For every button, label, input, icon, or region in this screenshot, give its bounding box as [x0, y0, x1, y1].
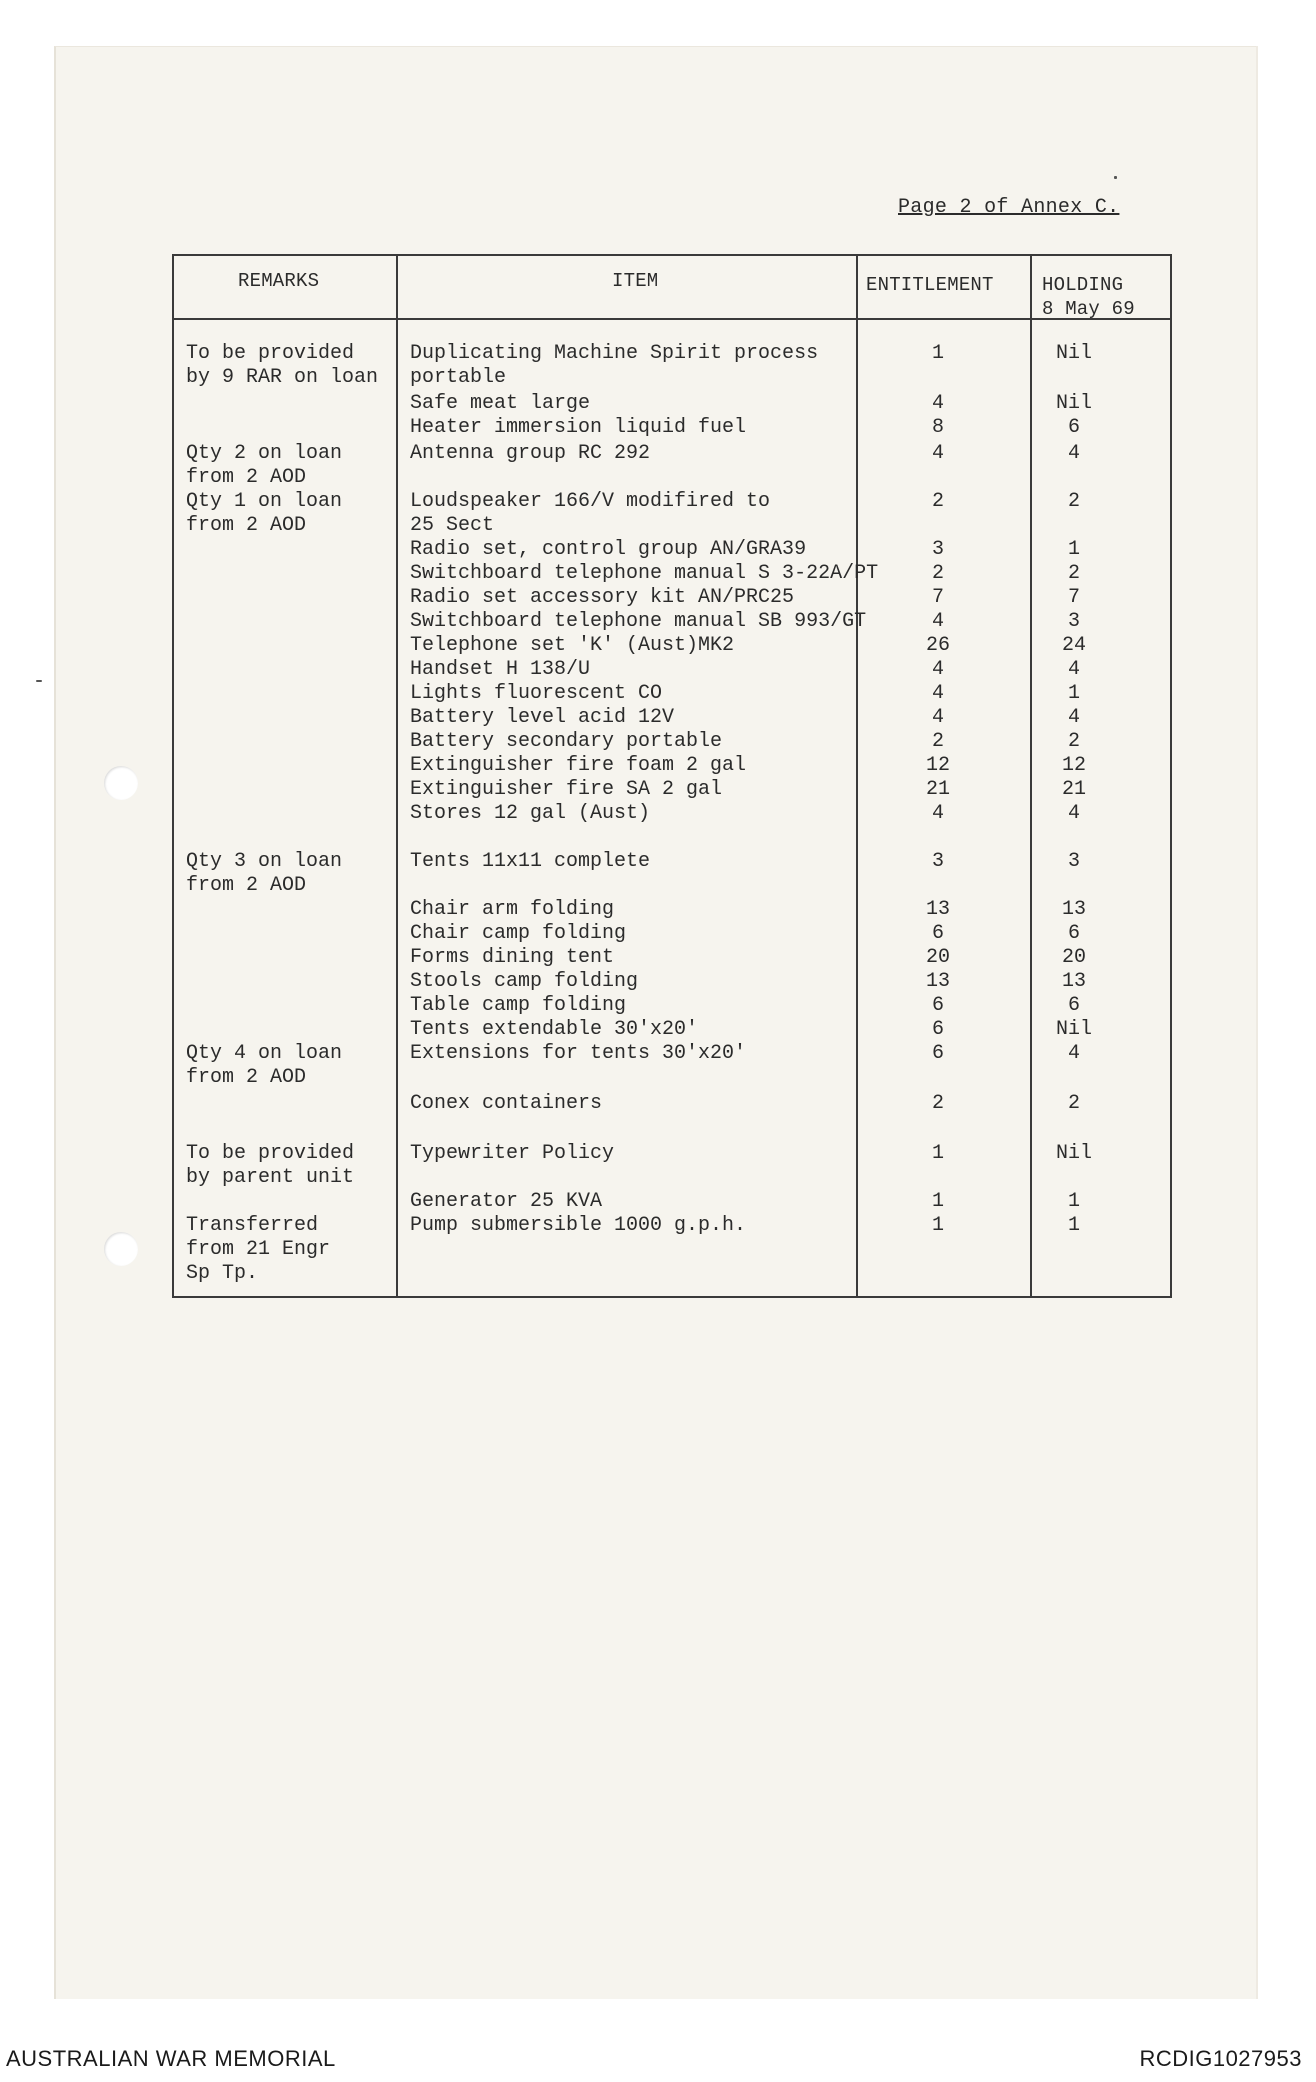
row-entitlement: 3	[931, 538, 944, 561]
punch-hole-top	[104, 766, 138, 800]
row-item: Switchboard telephone manual S 3-22A/PT	[410, 562, 879, 585]
row-holding: 6	[1067, 922, 1080, 945]
header-remarks: REMARKS	[238, 270, 320, 292]
row-holding: 13	[1061, 970, 1086, 993]
row-holding: 2	[1067, 490, 1080, 513]
column-divider	[396, 256, 398, 1296]
row-holding: 13	[1061, 898, 1086, 921]
row-holding: 7	[1067, 586, 1080, 609]
row-item: Typewriter Policy	[410, 1142, 615, 1165]
row-entitlement: 4	[931, 682, 944, 705]
row-holding: 4	[1067, 802, 1080, 825]
row-entitlement: 12	[925, 754, 950, 777]
row-entitlement: 1	[931, 342, 944, 365]
row-entitlement: 1	[931, 1190, 944, 1213]
row-item: Lights fluorescent CO	[410, 682, 663, 705]
row-item: Heater immersion liquid fuel	[410, 416, 747, 439]
row-entitlement: 3	[931, 850, 944, 873]
punch-hole-bottom	[104, 1232, 138, 1266]
row-entitlement: 2	[931, 490, 944, 513]
row-entitlement: 4	[931, 442, 944, 465]
row-holding: 21	[1061, 778, 1086, 801]
column-divider	[1030, 256, 1032, 1296]
row-item: Conex containers	[410, 1092, 603, 1115]
row-item: Battery level acid 12V	[410, 706, 675, 729]
row-entitlement: 20	[925, 946, 950, 969]
row-holding: 4	[1067, 1042, 1080, 1065]
row-holding: 12	[1061, 754, 1086, 777]
row-item: Radio set, control group AN/GRA39	[410, 538, 807, 561]
row-entitlement: 8	[931, 416, 944, 439]
row-item: Switchboard telephone manual SB 993/GT	[410, 610, 867, 633]
row-remarks: To be provided by parent unit	[186, 1142, 355, 1189]
header-divider	[174, 318, 1170, 320]
row-item: Antenna group RC 292	[410, 442, 651, 465]
row-entitlement: 4	[931, 610, 944, 633]
header-holding: HOLDING	[1042, 274, 1124, 296]
row-entitlement: 2	[931, 562, 944, 585]
row-item: Extinguisher fire foam 2 gal	[410, 754, 747, 777]
row-holding: 4	[1067, 658, 1080, 681]
footer-institution: AUSTRALIAN WAR MEMORIAL	[6, 2046, 336, 2071]
row-item: Stores 12 gal (Aust)	[410, 802, 651, 825]
row-entitlement: 2	[931, 730, 944, 753]
column-divider	[856, 256, 858, 1296]
row-entitlement: 1	[931, 1214, 944, 1237]
row-remarks: To be provided by 9 RAR on loan	[186, 342, 379, 389]
row-item: Tents 11x11 complete	[410, 850, 651, 873]
row-holding: 3	[1067, 850, 1080, 873]
row-item: Safe meat large	[410, 392, 591, 415]
row-item: Extensions for tents 30'x20'	[410, 1042, 747, 1065]
row-entitlement: 4	[931, 802, 944, 825]
row-item: Battery secondary portable	[410, 730, 723, 753]
row-entitlement: 6	[931, 994, 944, 1017]
row-remarks: Qty 2 on loan from 2 AOD	[186, 442, 343, 489]
row-item: Duplicating Machine Spirit process portable	[410, 342, 819, 389]
row-holding: 20	[1061, 946, 1086, 969]
row-holding: 6	[1067, 994, 1080, 1017]
row-holding: 6	[1067, 416, 1080, 439]
row-remarks: Qty 3 on loan from 2 AOD	[186, 850, 343, 897]
row-holding: 24	[1061, 634, 1086, 657]
row-item: Table camp folding	[410, 994, 627, 1017]
row-entitlement: 13	[925, 970, 950, 993]
row-holding: Nil	[1055, 1142, 1092, 1165]
row-holding: 2	[1067, 562, 1080, 585]
row-entitlement: 26	[925, 634, 950, 657]
row-holding: 2	[1067, 730, 1080, 753]
header-holding-date: 8 May 69	[1042, 298, 1135, 320]
row-item: Chair arm folding	[410, 898, 615, 921]
row-item: Tents extendable 30'x20'	[410, 1018, 699, 1041]
row-holding: Nil	[1055, 392, 1092, 415]
row-entitlement: 4	[931, 706, 944, 729]
row-remarks: Qty 4 on loan from 2 AOD	[186, 1042, 343, 1089]
row-holding: 1	[1067, 538, 1080, 561]
row-remarks: Qty 1 on loan from 2 AOD	[186, 490, 343, 537]
row-item: Generator 25 KVA	[410, 1190, 603, 1213]
header-entitlement: ENTITLEMENT	[866, 274, 994, 296]
row-item: Pump submersible 1000 g.p.h.	[410, 1214, 747, 1237]
page-reference: Page 2 of Annex C.	[898, 196, 1120, 219]
row-holding: Nil	[1055, 1018, 1092, 1041]
row-holding: 1	[1067, 1214, 1080, 1237]
row-entitlement: 7	[931, 586, 944, 609]
row-entitlement: 13	[925, 898, 950, 921]
ink-speck	[1114, 176, 1117, 179]
row-holding: 1	[1067, 682, 1080, 705]
row-item: Telephone set 'K' (Aust)MK2	[410, 634, 735, 657]
row-holding: 4	[1067, 442, 1080, 465]
equipment-table	[172, 254, 1172, 1298]
row-entitlement: 21	[925, 778, 950, 801]
row-entitlement: 2	[931, 1092, 944, 1115]
row-holding: 3	[1067, 610, 1080, 633]
row-entitlement: 4	[931, 392, 944, 415]
row-entitlement: 6	[931, 922, 944, 945]
row-remarks: Transferred from 21 Engr Sp Tp.	[186, 1214, 331, 1285]
row-entitlement: 6	[931, 1018, 944, 1041]
row-holding: 4	[1067, 706, 1080, 729]
row-entitlement: 1	[931, 1142, 944, 1165]
row-item: Stools camp folding	[410, 970, 639, 993]
header-item: ITEM	[612, 270, 659, 292]
ink-speck	[36, 680, 42, 682]
row-holding: 2	[1067, 1092, 1080, 1115]
row-holding: 1	[1067, 1190, 1080, 1213]
row-holding: Nil	[1055, 342, 1092, 365]
row-item: Radio set accessory kit AN/PRC25	[410, 586, 795, 609]
row-item: Extinguisher fire SA 2 gal	[410, 778, 723, 801]
row-item: Chair camp folding	[410, 922, 627, 945]
row-entitlement: 4	[931, 658, 944, 681]
row-item: Forms dining tent	[410, 946, 615, 969]
row-entitlement: 6	[931, 1042, 944, 1065]
row-item: Handset H 138/U	[410, 658, 591, 681]
row-item: Loudspeaker 166/V modifired to 25 Sect	[410, 490, 771, 537]
footer-record-id: RCDIG1027953	[1139, 2046, 1302, 2071]
